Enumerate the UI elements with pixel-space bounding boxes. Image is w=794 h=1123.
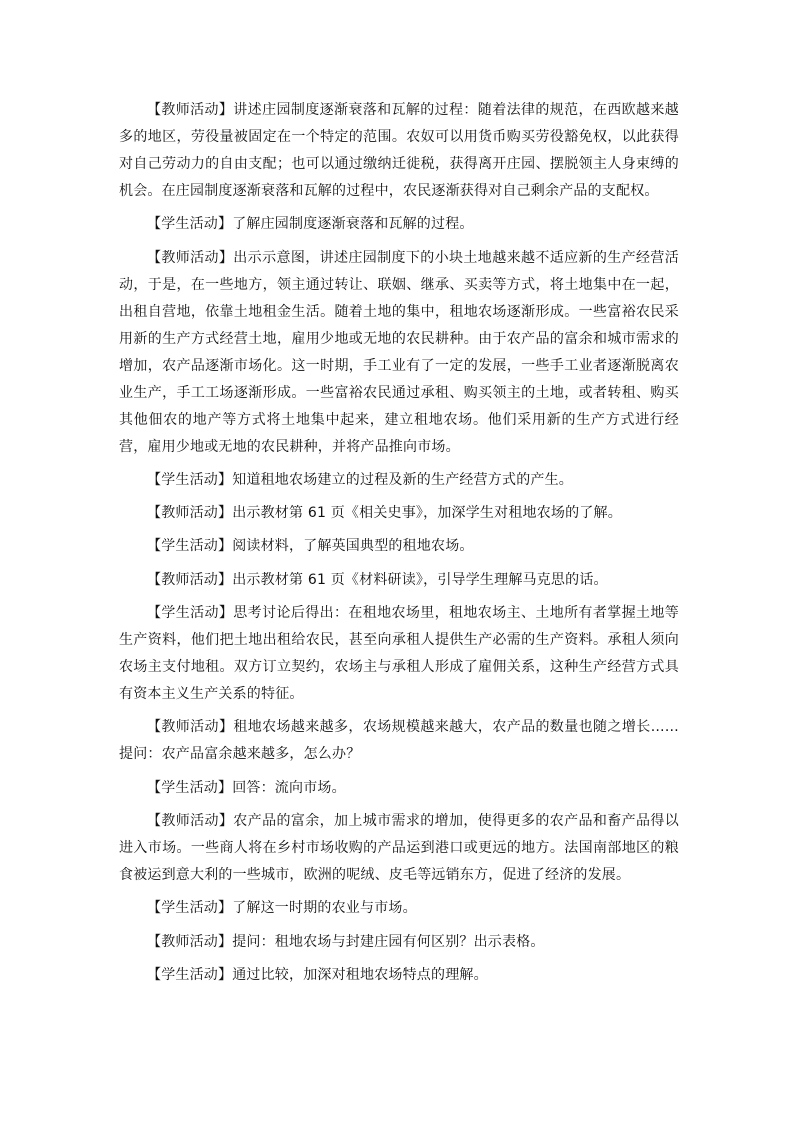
paragraph-teacher-activity: 【教师活动】农产品的富余，加上城市需求的增加，使得更多的农产品和畜产品得以进入市场。一些商人将在乡村市场收购的产品运到港口或更远的地方。法国南部地区的粮食被运到意大利的一些城市，欧洲的呢绒、皮毛等远销东方，促进了经济的发展。 [119,812,679,883]
paragraph-student-activity: 【学生活动】知道租地农场建立的过程及新的生产经营方式的产生。 [147,471,573,488]
paragraph-teacher-activity: 【教师活动】出示教材第 61 页《相关史事》，加深学生对租地农场的了解。 [147,505,622,522]
lesson-body [119,97,679,995]
paragraph-student-activity: 【学生活动】了解这一时期的农业与市场。 [147,900,417,917]
paragraph-teacher-activity: 【教师活动】租地农场越来越多，农场规模越来越大，农产品的数量也随之增长……提问：农产品富余越来越多，怎么办？ [119,719,679,763]
paragraph-student-activity: 【学生活动】了解庄园制度逐渐衰落和瓦解的过程。 [147,216,474,233]
paragraph-teacher-activity: 【教师活动】出示教材第 61 页《材料研读》，引导学生理解马克思的话。 [147,571,608,588]
paragraph-student-activity: 【学生活动】通过比较，加深对租地农场特点的理解。 [147,966,488,983]
paragraph-student-activity: 【学生活动】回答：流向市场。 [147,779,346,796]
paragraph-teacher-activity: 【教师活动】讲述庄园制度逐渐衰落和瓦解的过程：随着法律的规范，在西欧越来越多的地区，劳役量被固定在一个特定的范围。农奴可以用货币购买劳役豁免权，以此获得对自己劳动力的自由支配；也可以通过缴纳迁徙税，获得离开庄园、摆脱领主人身束缚的机会。在庄园制度逐渐衰落和瓦解的过程中，农民逐渐获得对自己剩余产品的支配权。 [119,102,679,199]
paragraph-student-activity: 【学生活动】思考讨论后得出：在租地农场里，租地农场主、土地所有者掌握土地等生产资料，他们把土地出租给农民，甚至向承租人提供生产必需的生产资料。承租人须向农场主支付地租。双方订立契约，农场主与承租人形成了雇佣关系，这种生产经营方式具有资本主义生产关系的特征。 [119,605,679,703]
paragraph-teacher-activity: 【教师活动】出示示意图，讲述庄园制度下的小块土地越来越不适应新的生产经营活动，于是，在一些地方，领主通过转让、联姻、继承、买卖等方式，将土地集中在一起，出租自营地，依靠土地租金生活。随着土地的集中，租地农场逐渐形成。一些富裕农民采用新的生产方式经营土地，雇用少地或无地的农民耕种。由于农产品的富余和城市需求的增加，农产品逐渐市场化。这一时期，手工业有了一定的发展，一些手工业者逐渐脱离农业生产，手工工场逐渐形成。一些富裕农民通过承租、购买领主的土地，或者转租、购买其他佃农的地产等方式将土地集中起来，建立租地农场。他们采用新的生产方式进行经营，雇用少地或无地的农民耕种，并将产品推向市场。 [119,249,679,455]
paragraph-teacher-activity: 【教师活动】提问：租地农场与封建庄园有何区别？出示表格。 [147,933,545,950]
paragraph-student-activity: 【学生活动】阅读材料，了解英国典型的租地农场。 [147,538,474,555]
